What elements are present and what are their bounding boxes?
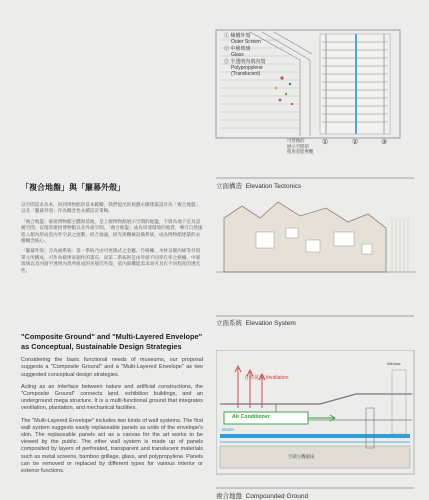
tectonics-caption: 立面構造 Elevation Tectonics: [216, 183, 302, 190]
compounded-svg: [216, 350, 416, 490]
zh-paragraph-1: 以空間需求為本，回到博物館的基本範疇，我們提出的規劃永續建築設計為「複合地盤」以及「簾幕外殼」作為概念性永續設計策略。: [21, 202, 201, 214]
marker-1: ①: [322, 139, 329, 146]
ventilation-arrows: [235, 366, 265, 408]
legend-item-2-en: Glass: [231, 52, 244, 59]
tectonics-legend: [224, 33, 294, 78]
legend-item-1: ① 檢構外殼: [224, 33, 251, 39]
elevation-system-caption: 立面系統 Elevation System: [216, 320, 296, 327]
zh-heading: 「複合地盤」與「簾幕外殼」: [21, 183, 125, 192]
compounded-caption: 複合地盤 Compounded Ground: [216, 493, 309, 500]
tectonics-svg: [0, 0, 429, 180]
water-bar: [220, 434, 410, 438]
art-dots: [275, 76, 293, 105]
lower-label: 空調主機風扇: [288, 454, 315, 459]
elevation-system-svg: [216, 188, 416, 318]
marker-3: ③: [381, 139, 388, 146]
en-paragraph-2: Acting as an interface between nature and artificial constructions, the "Composite Ground" connects land, exhibition buildings, and an underground mega structure. It is a multi-functional ground that integrates ventilation, plantation, and mechanical facilities.: [21, 383, 203, 412]
zh-paragraph-3: 「簾幕外殼」分為兩系統：第一系統乃由可更換式之金屬、竹格柵、木材及聚丙烯等外殼單元所構成，可作為藝術家創作的畫布，而第二系統則是由外層不同穿孔率之格柵、中層玻璃以及內層半透明內殼所組成的多層次外殼，依內部機能需求而可具有不同程度的透光性。: [21, 248, 201, 273]
water-label: Water: [222, 427, 235, 432]
text-column: [21, 182, 203, 475]
zh-paragraph-2: 「複合地盤」銜接博物館主體與基地，是上層博物館展示空間的地盤，下層為地下室及設備空間，以地景連接博物館以及外部空間。「複合地盤」成為串連環境的地景，導引自然風進入館內形成室內外空氣之流動，結合通風、採光與機械設備系統，成為博物館建築的永續概念核心。: [21, 218, 203, 244]
layer-section: [320, 34, 390, 134]
right-label: Window: [387, 362, 401, 366]
legend-item-1-en: Outer Screen: [231, 39, 261, 46]
building-wall: [224, 202, 386, 272]
side-note: 可替換的 展示空間的 使用者能參觀: [287, 138, 314, 155]
legend-item-2: ② 中層玻璃: [224, 45, 251, 52]
aircon-label: Air Conditioner: [232, 414, 270, 420]
en-paragraph-3: The "Multi-Layered Envelope" includes two kinds of wall systems. The first wall system suggests easily replaceable panels as units of the envelope's skin. The replaceable panels act as a canvas for the art works to be viewed by the public. The other wall system is made up of panels composited by layers of perforated, transparent and translucent materials such as metal screens, bamboo grillage, glass, and polypropylene. Panels can be removed or replaced by different types for various interior or exterior functions.: [21, 417, 203, 475]
en-heading: "Composite Ground" and "Multi-Layered Envelope" as Conceptual, Sustainable Design Strategies: [21, 332, 203, 351]
ventilation-label: 自然氣流 Ventilation: [244, 375, 289, 381]
legend-item-3-en: Polypropylene (Translucent): [231, 65, 263, 78]
marker-2: ②: [352, 139, 359, 146]
en-paragraph-1: Considering the basic functional needs of museums, our proposal suggests a "Composite Ground" and a "Multi-Layered Envelope" as two suggested conceptual design strategies.: [21, 357, 203, 378]
legend-item-3: ③ 半透明內填內殼: [224, 58, 266, 65]
